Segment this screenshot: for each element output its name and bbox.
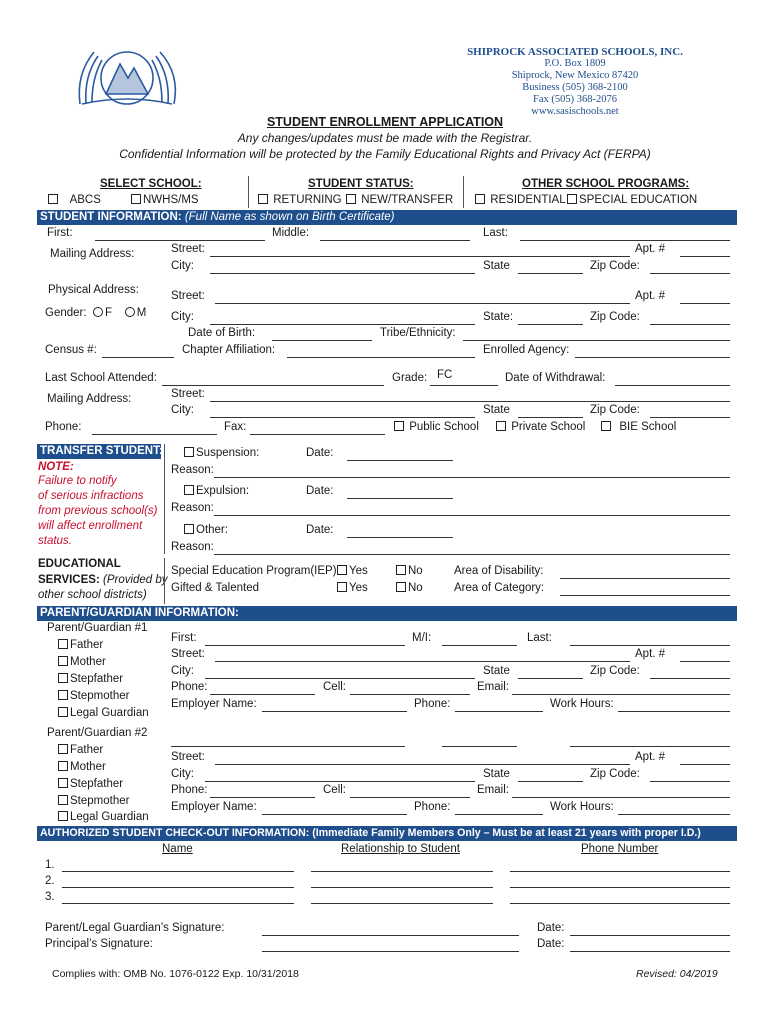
p2-street-field[interactable] [215, 764, 630, 765]
city-label: City: [171, 260, 194, 272]
census-field[interactable] [102, 357, 174, 358]
p2-mi-field[interactable] [442, 746, 517, 747]
p1-cell-field[interactable] [350, 694, 470, 695]
tribe-field[interactable] [463, 340, 730, 341]
transfer-note-line: will affect enrollment [38, 520, 143, 532]
org-address-2: Shiprock, New Mexico 87420 [511, 70, 639, 81]
p1-city-field[interactable] [205, 678, 475, 679]
checkbox-icon[interactable] [396, 582, 406, 592]
checkbox-icon[interactable] [337, 582, 347, 592]
parent-guardian-bar: PARENT/GUARDIAN INFORMATION: [37, 606, 737, 621]
expulsion-date-field[interactable] [347, 498, 453, 499]
checkbox-icon[interactable] [48, 194, 58, 204]
state-field[interactable] [518, 324, 583, 325]
parent1-mother-option[interactable]: Mother [58, 656, 106, 668]
city-field[interactable] [210, 273, 475, 274]
p1-mi-field[interactable] [442, 645, 517, 646]
p1-work-hours-label: Work Hours: [550, 698, 614, 710]
city-label: City: [171, 311, 194, 323]
fax-field[interactable] [250, 434, 385, 435]
p2-phone2-label: Phone: [414, 801, 451, 813]
divider [463, 176, 464, 208]
checkbox-icon[interactable] [58, 656, 68, 666]
zip-field[interactable] [650, 273, 730, 274]
form-subtitle-2: Confidential Information will be protected by the Family Educational Rights and Privacy Act (FERPA) [119, 147, 651, 161]
iep-no-option[interactable]: No [396, 565, 423, 577]
gifted-yes-option[interactable]: Yes [337, 582, 368, 594]
transfer-note-line: from previous school(s) [38, 505, 158, 517]
p2-work-hours-field[interactable] [618, 814, 730, 815]
p1-phone2-field[interactable] [455, 711, 543, 712]
checkbox-icon[interactable] [58, 639, 68, 649]
other-reason-label: Reason: [171, 541, 214, 553]
student-status-heading: STUDENT STATUS: [308, 178, 414, 190]
org-address-1: P.O. Box 1809 [544, 58, 606, 69]
city-field[interactable] [210, 324, 475, 325]
principal-signature-date-label: Date: [537, 938, 565, 950]
public-school-option[interactable]: Public School [394, 421, 479, 433]
agency-field[interactable] [575, 357, 730, 358]
checkout-row-number: 2. [45, 875, 55, 887]
p1-phone-label: Phone: [171, 681, 208, 693]
checkout-relationship-heading: Relationship to Student [341, 843, 460, 855]
p2-employer-label: Employer Name: [171, 801, 257, 813]
dob-label: Date of Birth: [188, 327, 256, 339]
expulsion-date-label: Date: [306, 485, 334, 497]
revised-date: Revised: 04/2019 [636, 968, 718, 980]
checkbox-icon[interactable] [58, 811, 68, 821]
suspension-reason-label: Reason: [171, 464, 214, 476]
census-label: Census #: [45, 344, 97, 356]
last-name-field[interactable] [520, 240, 730, 241]
checkbox-icon[interactable] [184, 485, 194, 495]
checkbox-icon[interactable] [337, 565, 347, 575]
city-field[interactable] [210, 417, 475, 418]
org-phone: Business (505) 368-2100 [522, 82, 628, 93]
withdrawal-field[interactable] [615, 385, 730, 386]
checkbox-icon[interactable] [58, 761, 68, 771]
expulsion-option[interactable]: Expulsion: [184, 485, 249, 497]
p2-phone2-field[interactable] [455, 814, 543, 815]
chapter-label: Chapter Affiliation: [182, 344, 276, 356]
last-school-field[interactable] [162, 385, 384, 386]
checkout-phone-field[interactable] [510, 903, 730, 904]
checkout-relationship-field[interactable] [311, 887, 493, 888]
checkout-name-field[interactable] [62, 887, 294, 888]
p2-city-field[interactable] [205, 781, 475, 782]
gifted-label: Gifted & Talented [171, 582, 260, 594]
principal-signature-label: Principal’s Signature: [45, 938, 153, 950]
apt-field[interactable] [680, 256, 730, 257]
apt-label: Apt. # [635, 243, 666, 255]
parent1-stepfather-option[interactable]: Stepfather [58, 673, 123, 685]
grade-label: Grade: [392, 372, 428, 384]
new-transfer-option[interactable]: NEW/TRANSFER [346, 194, 453, 206]
checkbox-icon[interactable] [58, 778, 68, 788]
iep-label: Special Education Program(IEP) [171, 565, 337, 577]
p1-phone2-label: Phone: [414, 698, 451, 710]
p1-email-field[interactable] [512, 694, 730, 695]
iep-yes-option[interactable]: Yes [337, 565, 368, 577]
p1-city-label: City: [171, 665, 194, 677]
street-label: Street: [171, 388, 205, 400]
p2-work-hours-label: Work Hours: [550, 801, 614, 813]
parent1-legal-guardian-option[interactable]: Legal Guardian [58, 707, 149, 719]
school-logo-icon [72, 44, 182, 110]
abcs-option[interactable]: ABCS [48, 194, 101, 206]
bie-school-option[interactable]: BIE School [601, 421, 676, 433]
parent2-heading: Parent/Guardian #2 [47, 727, 148, 739]
last-name-label: Last: [483, 227, 508, 239]
state-label: State [483, 260, 510, 272]
p1-first-label: First: [171, 632, 197, 644]
p1-apt-label: Apt. # [635, 648, 666, 660]
suspension-date-field[interactable] [347, 460, 453, 461]
street-label: Street: [171, 243, 205, 255]
expulsion-reason-label: Reason: [171, 502, 214, 514]
dob-field[interactable] [272, 340, 372, 341]
physical-address-label: Physical Address: [48, 284, 139, 296]
checkout-bar: AUTHORIZED STUDENT CHECK-OUT INFORMATION: (Immediate Family Members Only – Must be at least 21 years with proper I.D.) [37, 826, 737, 841]
transfer-note: NOTE: [38, 461, 74, 473]
street-field[interactable] [210, 401, 730, 402]
gifted-no-option[interactable]: No [396, 582, 423, 594]
p1-mi-label: M/I: [412, 632, 432, 644]
p1-cell-label: Cell: [323, 681, 347, 693]
p1-street-label: Street: [171, 648, 205, 660]
zip-label: Zip Code: [590, 404, 640, 416]
parent-signature-label: Parent/Legal Guardian’s Signature: [45, 922, 225, 934]
withdrawal-label: Date of Withdrawal: [505, 372, 606, 384]
checkbox-icon[interactable] [58, 744, 68, 754]
checkbox-icon[interactable] [496, 421, 506, 431]
checkbox-icon[interactable] [346, 194, 356, 204]
city-label: City: [171, 404, 194, 416]
p2-cell-label: Cell: [323, 784, 347, 796]
principal-signature-date-field[interactable] [570, 951, 730, 952]
parent2-mother-option[interactable]: Mother [58, 761, 106, 773]
radio-icon[interactable] [125, 307, 135, 317]
apt-field[interactable] [680, 303, 730, 304]
agency-label: Enrolled Agency: [483, 344, 570, 356]
checkbox-icon[interactable] [131, 194, 141, 204]
grade-field[interactable] [430, 385, 498, 386]
p1-state-label: State [483, 665, 510, 677]
transfer-note-line: of serious infractions [38, 490, 144, 502]
divider [248, 176, 249, 208]
parent2-stepmother-option[interactable]: Stepmother [58, 795, 129, 807]
other-reason-field[interactable] [214, 554, 730, 555]
checkbox-icon[interactable] [601, 421, 611, 431]
p2-last-field[interactable] [570, 746, 730, 747]
p1-first-field[interactable] [205, 645, 405, 646]
suspension-reason-field[interactable] [214, 477, 730, 478]
checkout-phone-field[interactable] [510, 871, 730, 872]
zip-label: Zip Code: [590, 311, 640, 323]
parent2-stepfather-option[interactable]: Stepfather [58, 778, 123, 790]
omb-compliance: Complies with: OMB No. 1076-0122 Exp. 10/31/2018 [52, 968, 299, 980]
checkout-name-field[interactable] [62, 903, 294, 904]
state-label: State: [483, 311, 514, 323]
p2-apt-label: Apt. # [635, 751, 666, 763]
divider [164, 444, 165, 554]
middle-name-label: Middle: [272, 227, 310, 239]
p1-apt-field[interactable] [680, 661, 730, 662]
checkbox-icon[interactable] [58, 673, 68, 683]
p2-street-label: Street: [171, 751, 205, 763]
p2-email-field[interactable] [512, 797, 730, 798]
p2-phone-label: Phone: [171, 784, 208, 796]
checkout-name-field[interactable] [62, 871, 294, 872]
checkbox-icon[interactable] [258, 194, 268, 204]
p2-apt-field[interactable] [680, 764, 730, 765]
parent1-father-option[interactable]: Father [58, 639, 103, 651]
phone-label: Phone: [45, 421, 82, 433]
checkbox-icon[interactable] [567, 194, 577, 204]
disability-label: Area of Disability: [454, 565, 544, 577]
form-title: STUDENT ENROLLMENT APPLICATION [266, 115, 504, 129]
p2-first-field[interactable] [171, 746, 405, 747]
street-label: Street: [171, 290, 205, 302]
parent-signature-field[interactable] [262, 935, 519, 936]
p1-last-field[interactable] [570, 645, 730, 646]
checkout-name-heading: Name [162, 843, 193, 855]
mailing-address-label: Mailing Address: [50, 248, 135, 260]
p1-employer-label: Employer Name: [171, 698, 257, 710]
org-name: SHIPROCK ASSOCIATED SCHOOLS, INC. [467, 46, 683, 58]
middle-name-field[interactable] [320, 240, 470, 241]
parent-signature-date-label: Date: [537, 922, 565, 934]
parent1-stepmother-option[interactable]: Stepmother [58, 690, 129, 702]
principal-signature-field[interactable] [262, 951, 519, 952]
p2-city-label: City: [171, 768, 194, 780]
expulsion-reason-field[interactable] [214, 515, 730, 516]
gender-label: Gender: F M [45, 307, 147, 319]
p1-state-field[interactable] [518, 678, 583, 679]
special-education-option[interactable]: SPECIAL EDUCATION [567, 194, 697, 206]
transfer-note-line: status. [38, 535, 72, 547]
state-label: State [483, 404, 510, 416]
other-programs-heading: OTHER SCHOOL PROGRAMS: [522, 178, 690, 190]
parent2-legal-guardian-option[interactable]: Legal Guardian [58, 811, 149, 823]
p2-state-label: State [483, 768, 510, 780]
p2-zip-label: Zip Code: [590, 768, 640, 780]
fax-label: Fax: [224, 421, 247, 433]
checkout-row-number: 1. [45, 859, 55, 871]
tribe-label: Tribe/Ethnicity: [380, 327, 456, 339]
p1-email-label: Email: [477, 681, 509, 693]
p1-employer-field[interactable] [262, 711, 407, 712]
checkout-relationship-field[interactable] [311, 903, 493, 904]
chapter-field[interactable] [287, 357, 475, 358]
checkbox-icon[interactable] [184, 447, 194, 457]
p2-cell-field[interactable] [350, 797, 470, 798]
p1-street-field[interactable] [215, 661, 630, 662]
divider [164, 558, 165, 604]
category-field[interactable] [560, 595, 730, 596]
state-field[interactable] [518, 417, 583, 418]
zip-field[interactable] [650, 324, 730, 325]
p2-phone-field[interactable] [210, 797, 315, 798]
p1-zip-field[interactable] [650, 678, 730, 679]
checkbox-icon[interactable] [58, 707, 68, 717]
other-option[interactable]: Other: [184, 524, 228, 536]
org-website[interactable]: www.sasischools.net [531, 106, 619, 117]
edu-services-heading: EDUCATIONAL [38, 558, 121, 570]
transfer-note-line: Failure to notify [38, 475, 117, 487]
p1-zip-label: Zip Code: [590, 665, 640, 677]
phone-field[interactable] [92, 434, 217, 435]
apt-label: Apt. # [635, 290, 666, 302]
parent-signature-date-field[interactable] [570, 935, 730, 936]
student-info-bar: STUDENT INFORMATION: (Full Name as shown on Birth Certificate) [37, 210, 737, 225]
checkout-relationship-field[interactable] [311, 871, 493, 872]
nwhs-option[interactable]: NWHS/MS [131, 194, 199, 206]
p2-email-label: Email: [477, 784, 509, 796]
select-school-heading: SELECT SCHOOL: [100, 178, 202, 190]
form-subtitle-1: Any changes/updates must be made with the Registrar. [237, 131, 533, 145]
zip-field[interactable] [650, 417, 730, 418]
p2-zip-field[interactable] [650, 781, 730, 782]
returning-option[interactable]: RETURNING [258, 194, 342, 206]
edu-services-heading-3: other school districts) [38, 589, 147, 601]
checkout-row-number: 3. [45, 891, 55, 903]
checkbox-icon[interactable] [394, 421, 404, 431]
transfer-student-bar: TRANSFER STUDENT: [37, 444, 161, 459]
parent2-father-option[interactable]: Father [58, 744, 103, 756]
checkbox-icon[interactable] [58, 690, 68, 700]
p1-phone-field[interactable] [210, 694, 315, 695]
p2-state-field[interactable] [518, 781, 583, 782]
suspension-date-label: Date: [306, 447, 334, 459]
checkbox-icon[interactable] [396, 565, 406, 575]
disability-field[interactable] [560, 578, 730, 579]
state-field[interactable] [518, 273, 583, 274]
first-name-field[interactable] [95, 240, 265, 241]
other-date-field[interactable] [347, 537, 453, 538]
other-date-label: Date: [306, 524, 334, 536]
org-fax: Fax (505) 368-2076 [533, 94, 617, 105]
grade-value[interactable]: FC [437, 369, 453, 381]
p2-employer-field[interactable] [262, 814, 407, 815]
checkout-phone-heading: Phone Number [581, 843, 659, 855]
checkbox-icon[interactable] [184, 524, 194, 534]
p1-work-hours-field[interactable] [618, 711, 730, 712]
private-school-option[interactable]: Private School [496, 421, 585, 433]
zip-label: Zip Code: [590, 260, 640, 272]
parent1-heading: Parent/Guardian #1 [47, 622, 148, 634]
residential-option[interactable]: RESIDENTIAL [475, 194, 566, 206]
category-label: Area of Category: [454, 582, 545, 594]
edu-services-heading-2: SERVICES: (Provided by [38, 574, 168, 586]
street-field[interactable] [215, 303, 630, 304]
p1-last-label: Last: [527, 632, 552, 644]
checkbox-icon[interactable] [58, 795, 68, 805]
last-school-label: Last School Attended: [45, 372, 157, 384]
checkout-phone-field[interactable] [510, 887, 730, 888]
first-name-label: First: [47, 227, 73, 239]
radio-icon[interactable] [93, 307, 103, 317]
street-field[interactable] [210, 256, 630, 257]
mailing-address-label: Mailing Address: [47, 393, 132, 405]
checkbox-icon[interactable] [475, 194, 485, 204]
suspension-option[interactable]: Suspension: [184, 447, 259, 459]
